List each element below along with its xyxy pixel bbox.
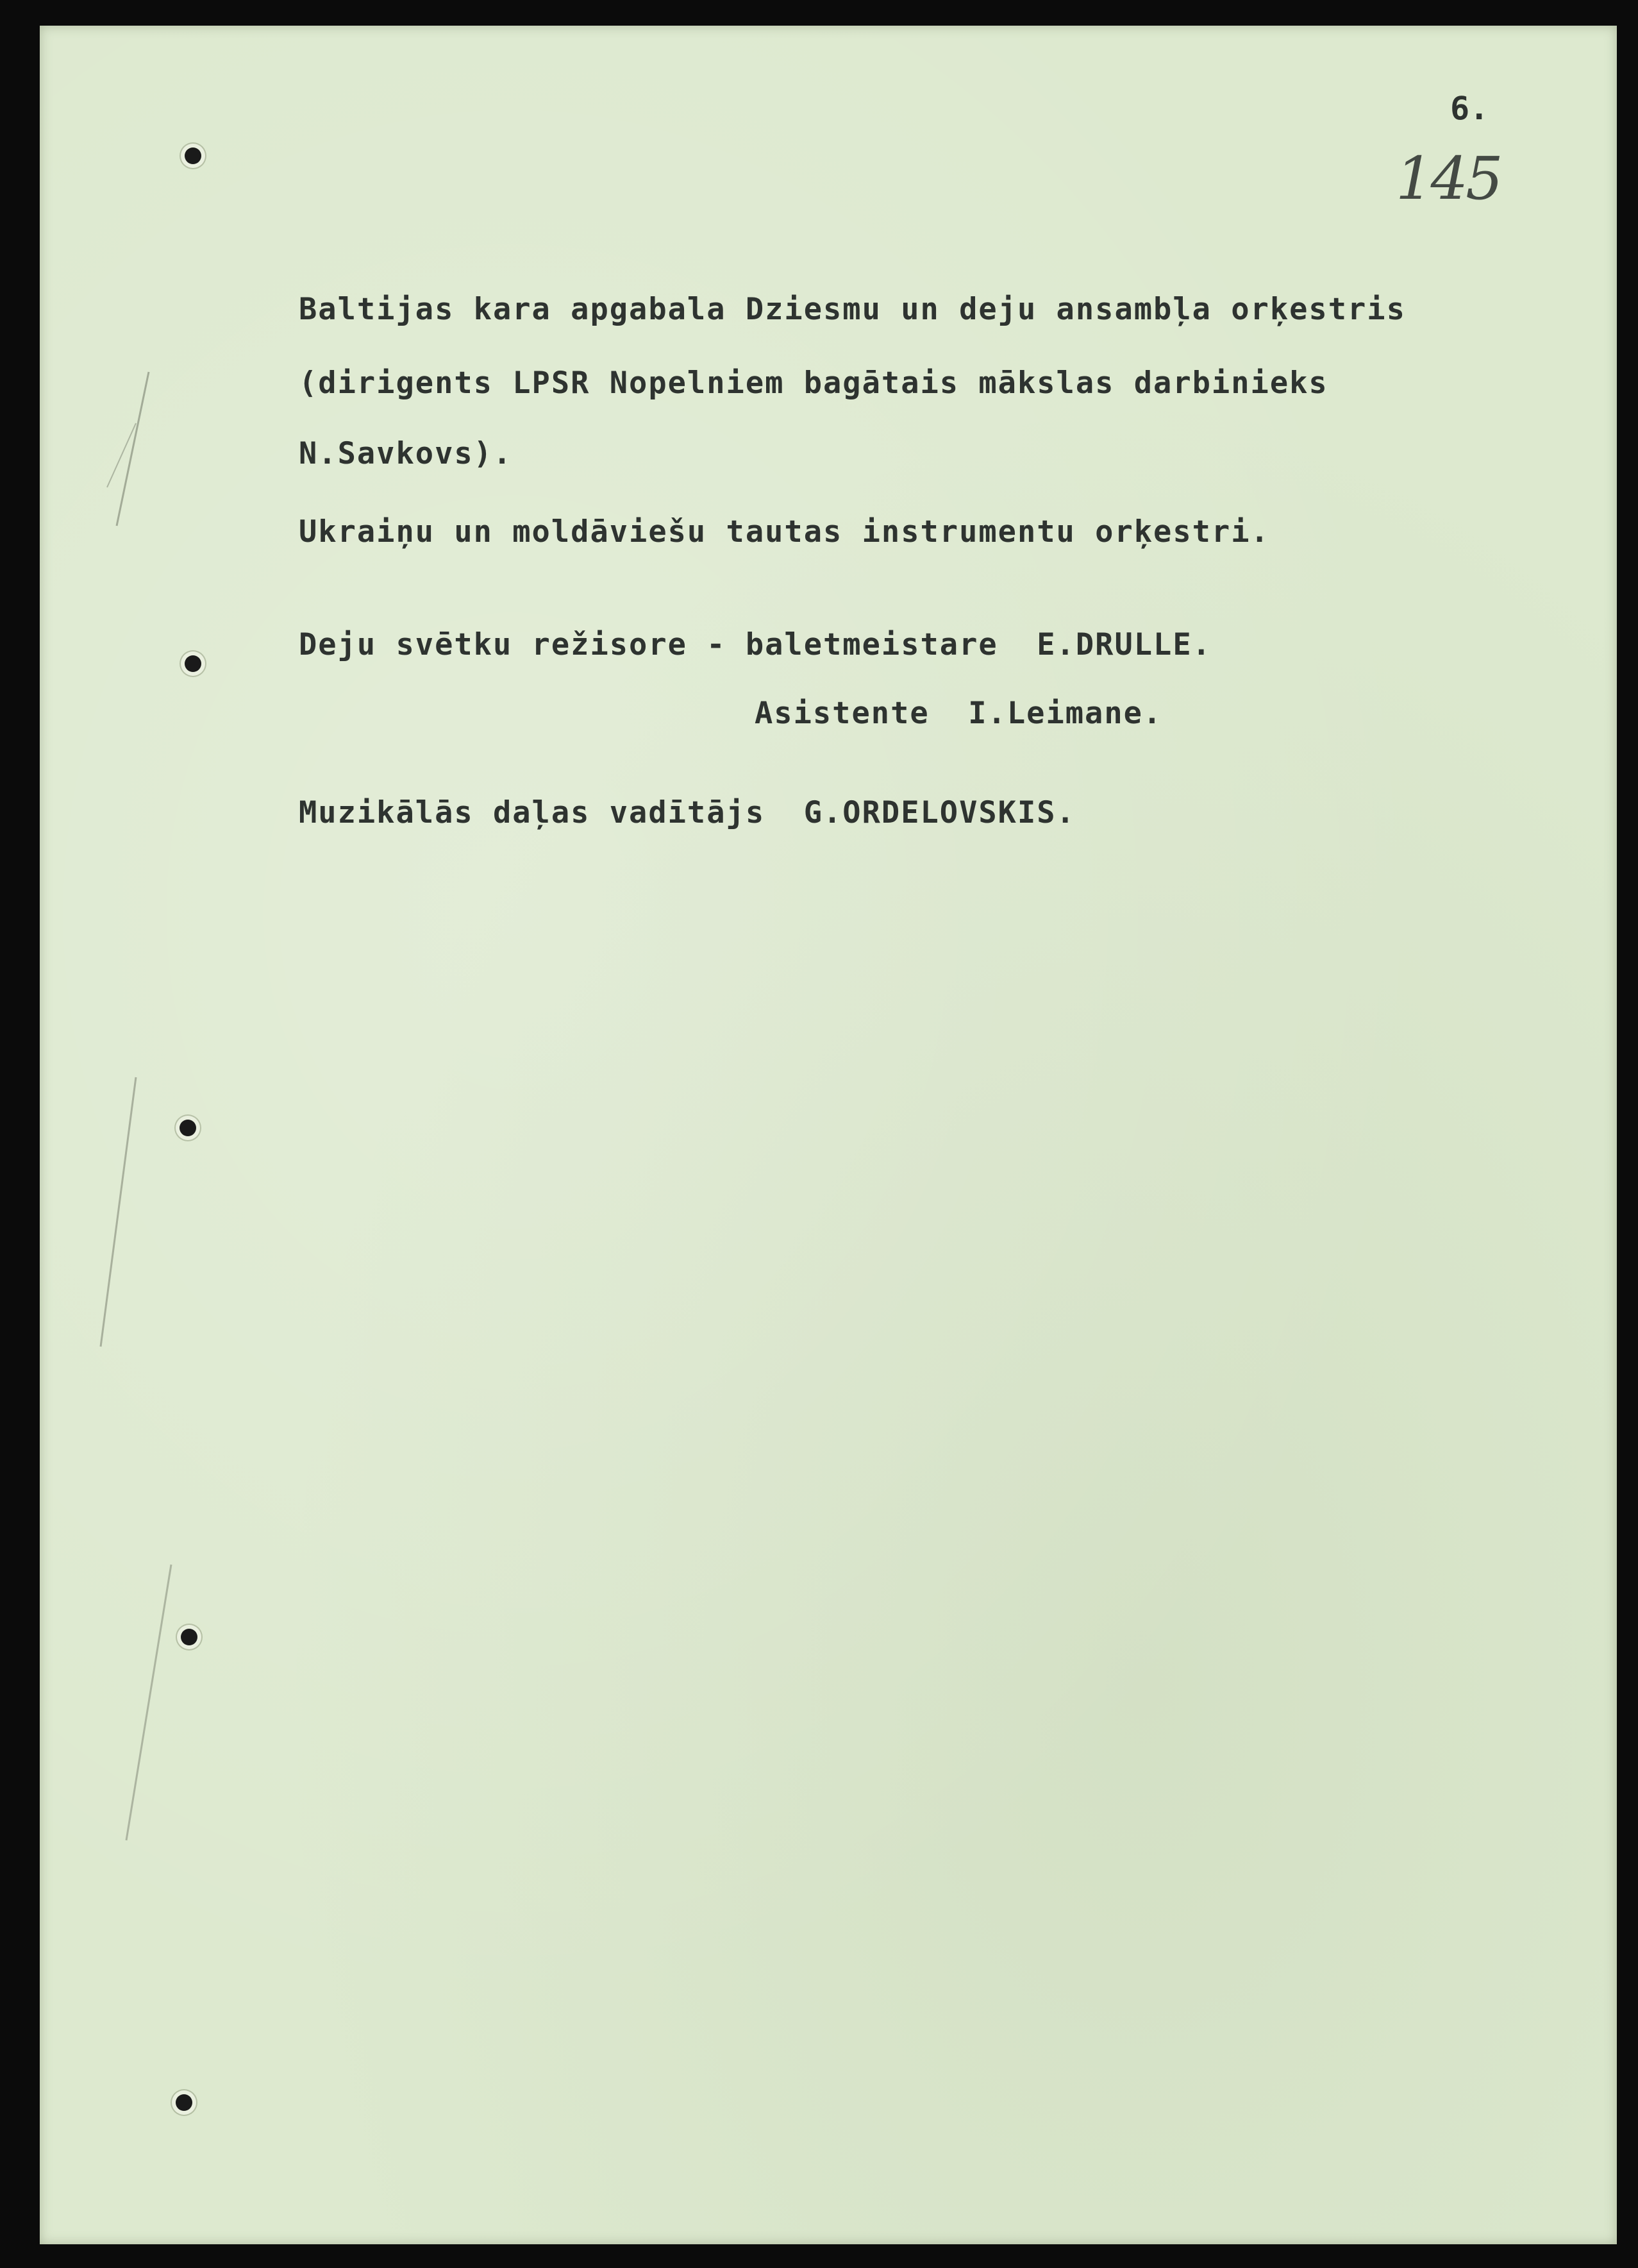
- page-number: 6.: [1450, 90, 1489, 127]
- text-line: Asistente I.Leimane.: [755, 696, 1163, 731]
- text-line: N.Savkovs).: [299, 436, 513, 471]
- text-line: Baltijas kara apgabala Dziesmu un deju ansambļa orķestris: [299, 292, 1406, 327]
- archive-folio-number: 145: [1396, 144, 1501, 213]
- text-line: Ukraiņu un moldāviešu tautas instrumentu orķestri.: [299, 514, 1270, 550]
- text-line: (dirigents LPSR Nopelniem bagātais mākslas darbinieks: [299, 365, 1328, 401]
- text-line: Muzikālās daļas vadītājs G.ORDELOVSKIS.: [299, 795, 1076, 830]
- text-line: Deju svētku režisore - baletmeistare E.DRULLE.: [299, 627, 1212, 662]
- pencil-marks: [40, 26, 1617, 2244]
- document-page: [40, 26, 1617, 2244]
